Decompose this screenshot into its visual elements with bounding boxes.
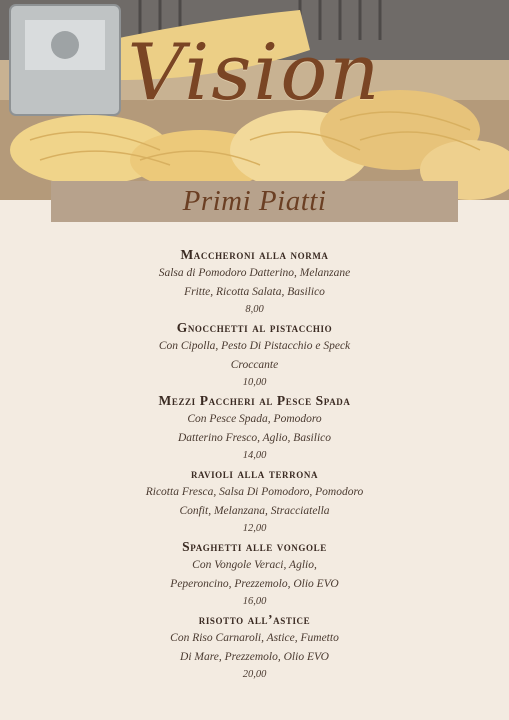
dish-name: Gnocchetti al pistacchio <box>176 320 333 335</box>
section-title: Primi Piatti <box>182 185 327 217</box>
menu-item <box>0 246 509 319</box>
dish-price: 10,00 <box>242 377 267 388</box>
dish-description: Fritte, Ricotta Salata, Basilico <box>184 285 325 298</box>
restaurant-logo: Vision <box>127 28 382 118</box>
dish-name: Maccheroni alla norma <box>180 247 329 262</box>
section-banner <box>51 181 458 222</box>
menu-item <box>0 392 509 465</box>
menu-list <box>0 246 509 684</box>
dish-description: Croccante <box>230 358 279 371</box>
dish-description: Salsa di Pomodoro Datterino, Melanzane <box>158 267 351 279</box>
dish-description: Con Cipolla, Pesto Di Pistacchio e Speck <box>158 340 351 352</box>
dish-price: 12,00 <box>242 523 267 534</box>
menu-item <box>0 465 509 538</box>
dish-description: Di Mare, Prezzemolo, Olio EVO <box>180 650 329 663</box>
menu-item <box>0 611 509 684</box>
menu-item <box>0 538 509 611</box>
dish-price: 16,00 <box>242 596 267 607</box>
dish-name: risotto all’astice <box>198 612 311 627</box>
dish-price: 14,00 <box>242 450 267 461</box>
dish-description: Ricotta Fresca, Salsa Di Pomodoro, Pomodoro <box>145 486 364 498</box>
menu-item <box>0 319 509 392</box>
dish-name: ravioli alla terrona <box>190 466 319 481</box>
dish-name: Spaghetti alle vongole <box>182 539 327 554</box>
dish-description: Confit, Melanzana, Stracciatella <box>179 504 330 517</box>
dish-description: Con Vongole Veraci, Aglio, <box>192 559 317 571</box>
dish-name: Mezzi Paccheri al Pesce Spada <box>158 393 351 408</box>
dish-description: Con Pesce Spada, Pomodoro <box>187 413 322 425</box>
dish-price: 8,00 <box>245 304 264 315</box>
dish-description: Peperoncino, Prezzemolo, Olio EVO <box>170 577 339 590</box>
dish-description: Datterino Fresco, Aglio, Basilico <box>178 431 331 444</box>
dish-price: 20,00 <box>242 669 267 680</box>
hero-image <box>0 0 509 200</box>
dish-description: Con Riso Carnaroli, Astice, Fumetto <box>170 632 339 644</box>
